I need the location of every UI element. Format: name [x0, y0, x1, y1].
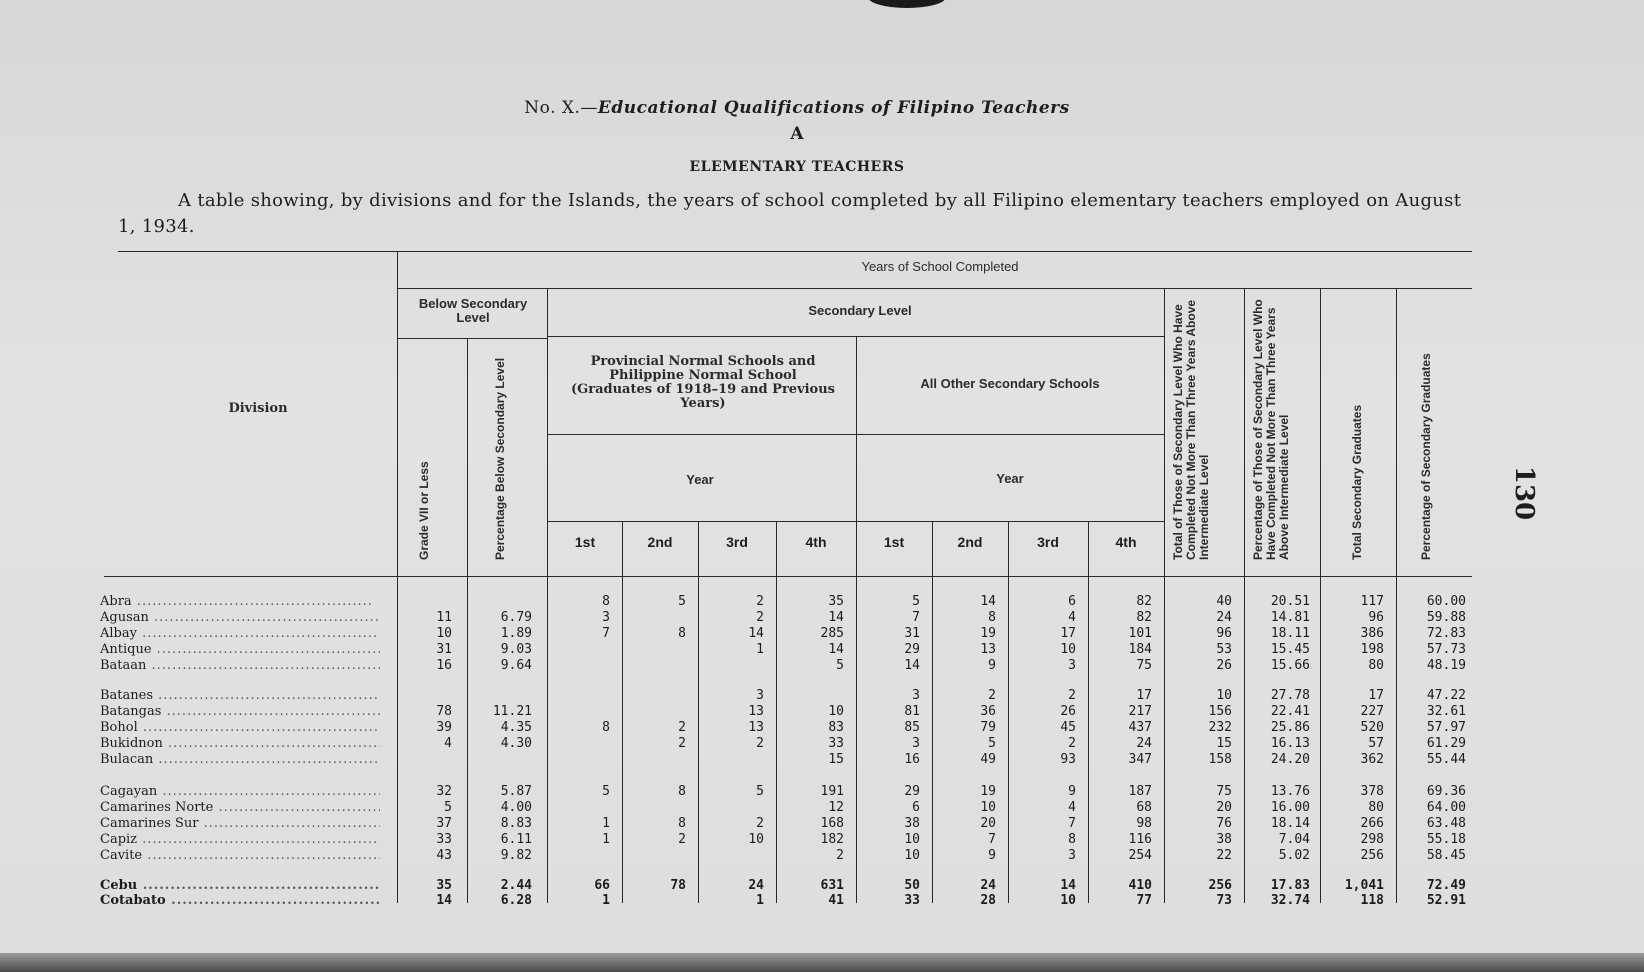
- cell-p4: 182: [820, 832, 844, 847]
- cell-o1: 16: [904, 752, 920, 767]
- cell-grad: 1,041: [1344, 878, 1384, 893]
- cell-p2: 2: [678, 832, 686, 847]
- cell-pctg: 52.91: [1426, 893, 1466, 908]
- cell-o3: 2: [1068, 736, 1076, 751]
- cell-grad: 198: [1360, 642, 1384, 657]
- cell-grad: 227: [1360, 704, 1384, 719]
- cell-pctg: 69.36: [1426, 784, 1466, 799]
- cell-p3: 13: [748, 720, 764, 735]
- cell-pctg: 59.88: [1426, 610, 1466, 625]
- division-header: Division: [228, 401, 288, 416]
- cell-p3: 2: [756, 736, 764, 751]
- cell-o4: 187: [1128, 784, 1152, 799]
- cell-o2: 28: [980, 893, 996, 908]
- table-row: [0, 848, 1644, 864]
- cell-g7: 33: [436, 832, 452, 847]
- cell-tot3: 73: [1216, 893, 1232, 908]
- cell-grad: 117: [1360, 594, 1384, 609]
- cell-p3: 14: [748, 626, 764, 641]
- cell-pctb: 9.64: [500, 658, 532, 673]
- cell-g7: 32: [436, 784, 452, 799]
- cell-o4: 184: [1128, 642, 1152, 657]
- cell-p1: 7: [602, 626, 610, 641]
- cell-g7: 16: [436, 658, 452, 673]
- col-p2-header: 2nd: [647, 534, 673, 550]
- cell-p1: 3: [602, 610, 610, 625]
- cell-grad: 256: [1360, 848, 1384, 863]
- total-graduates-header: Total Secondary Graduates: [1350, 404, 1364, 560]
- cell-o4: 347: [1128, 752, 1152, 767]
- cell-pct3: 15.66: [1270, 658, 1310, 673]
- grade-vii-header: Grade VII or Less: [417, 461, 431, 560]
- division-name: Cotabato .....: [100, 893, 380, 909]
- cell-o1: 31: [904, 626, 920, 641]
- cell-tot3: 256: [1208, 878, 1232, 893]
- division-name: Bulacan .....: [100, 752, 380, 768]
- col-p1-header: 1st: [574, 534, 596, 550]
- cell-p3: 2: [756, 594, 764, 609]
- cell-tot3: 20: [1216, 800, 1232, 815]
- cell-o4: 254: [1128, 848, 1152, 863]
- cell-o1: 50: [904, 878, 920, 893]
- cell-o2: 7: [988, 832, 996, 847]
- cell-g7: 10: [436, 626, 452, 641]
- cell-tot3: 232: [1208, 720, 1232, 735]
- cell-p1: 66: [594, 878, 610, 893]
- pct-graduates-header: Percentage of Secondary Graduates: [1419, 353, 1433, 560]
- cell-grad: 298: [1360, 832, 1384, 847]
- cell-g7: 35: [436, 878, 452, 893]
- cell-p1: 5: [602, 784, 610, 799]
- table-row: [0, 688, 1644, 704]
- cell-o2: 49: [980, 752, 996, 767]
- cell-o3: 4: [1068, 800, 1076, 815]
- table-row: [0, 720, 1644, 736]
- cell-p4: 5: [836, 658, 844, 673]
- col-p3-header: 3rd: [726, 534, 748, 550]
- division-name: Batanes .....: [100, 688, 380, 704]
- year-header-provincial: Year: [686, 472, 714, 487]
- table-row: [0, 594, 1644, 610]
- cell-o4: 82: [1136, 610, 1152, 625]
- cell-g7: 43: [436, 848, 452, 863]
- cell-o4: 24: [1136, 736, 1152, 751]
- intro-paragraph: A table showing, by divisions and for the Islands, the years of school completed by all Filipino elementary teachers employed on August 1, 1934.: [118, 190, 1462, 237]
- cell-o3: 93: [1060, 752, 1076, 767]
- cell-pctg: 72.49: [1426, 878, 1466, 893]
- division-name: Bohol .....: [100, 720, 380, 736]
- cell-pctg: 48.19: [1426, 658, 1466, 673]
- col-o4-header: 4th: [1115, 534, 1137, 550]
- table-row: [0, 832, 1644, 848]
- cell-o2: 19: [980, 784, 996, 799]
- cell-p3: 13: [748, 704, 764, 719]
- cell-pct3: 16.00: [1270, 800, 1310, 815]
- cell-tot3: 38: [1216, 832, 1232, 847]
- division-name: Bataan .....: [100, 658, 380, 674]
- cell-pct3: 7.04: [1278, 832, 1310, 847]
- cell-pctb: 6.28: [500, 893, 532, 908]
- cell-o3: 45: [1060, 720, 1076, 735]
- cell-o2: 13: [980, 642, 996, 657]
- cell-pctb: 2.44: [500, 878, 532, 893]
- cell-o1: 10: [904, 848, 920, 863]
- division-name: Cebu .....: [100, 878, 380, 894]
- year-header-other: Year: [996, 471, 1024, 486]
- division-name: Bukidnon .....: [100, 736, 380, 752]
- all-other-header: All Other Secondary Schools: [920, 376, 1100, 391]
- cell-pct3: 17.83: [1270, 878, 1310, 893]
- cell-tot3: 156: [1208, 704, 1232, 719]
- division-name: Capiz .....: [100, 832, 380, 848]
- col-p4-header: 4th: [805, 534, 827, 550]
- cell-p1: 1: [602, 832, 610, 847]
- cell-p4: 285: [820, 626, 844, 641]
- cell-g7: 14: [436, 893, 452, 908]
- cell-p4: 35: [828, 594, 844, 609]
- cell-pctg: 47.22: [1426, 688, 1466, 703]
- cell-tot3: 40: [1216, 594, 1232, 609]
- cell-grad: 80: [1368, 658, 1384, 673]
- cell-o3: 10: [1060, 642, 1076, 657]
- cell-p4: 41: [828, 893, 844, 908]
- cell-pct3: 13.76: [1270, 784, 1310, 799]
- cell-p4: 10: [828, 704, 844, 719]
- table-row: [0, 704, 1644, 720]
- cell-p1: 8: [602, 594, 610, 609]
- cell-p2: 8: [678, 816, 686, 831]
- cell-o3: 26: [1060, 704, 1076, 719]
- header-bottom-rule: [104, 576, 1472, 577]
- cell-o4: 82: [1136, 594, 1152, 609]
- table-row: [0, 626, 1644, 642]
- cell-o2: 9: [988, 658, 996, 673]
- cell-p4: 83: [828, 720, 844, 735]
- cell-o1: 10: [904, 832, 920, 847]
- cell-g7: 31: [436, 642, 452, 657]
- cell-pctg: 72.83: [1426, 626, 1466, 641]
- cell-p4: 2: [836, 848, 844, 863]
- division-name: Albay .....: [100, 626, 380, 642]
- table-row: [0, 816, 1644, 832]
- cell-p2: 8: [678, 784, 686, 799]
- cell-o4: 77: [1136, 893, 1152, 908]
- cell-o4: 68: [1136, 800, 1152, 815]
- table-row: [0, 610, 1644, 626]
- cell-g7: 11: [436, 610, 452, 625]
- provincial-normal-header: Provincial Normal Schools and Philippine Normal School (Graduates of 1918–19 and Previous Years): [570, 354, 836, 411]
- table-row: [0, 800, 1644, 816]
- cell-tot3: 26: [1216, 658, 1232, 673]
- cell-g7: 39: [436, 720, 452, 735]
- cell-pct3: 32.74: [1270, 893, 1310, 908]
- cell-p2: 78: [670, 878, 686, 893]
- cell-o1: 38: [904, 816, 920, 831]
- pct-below-header: Percentage Below Secondary Level: [493, 357, 507, 560]
- division-name: Abra .....: [100, 594, 380, 610]
- cell-o3: 4: [1068, 610, 1076, 625]
- cell-o3: 9: [1068, 784, 1076, 799]
- cell-o1: 5: [912, 594, 920, 609]
- cell-grad: 520: [1360, 720, 1384, 735]
- col-o1-header: 1st: [883, 534, 905, 550]
- col-o3-header: 3rd: [1037, 534, 1059, 550]
- page-edge: [0, 953, 1644, 972]
- cell-pct3: 15.45: [1270, 642, 1310, 657]
- cell-p2: 2: [678, 720, 686, 735]
- division-name: Cagayan .....: [100, 784, 380, 800]
- table-row: [0, 736, 1644, 752]
- cell-o1: 14: [904, 658, 920, 673]
- cell-pct3: 18.14: [1270, 816, 1310, 831]
- cell-grad: 266: [1360, 816, 1384, 831]
- cell-p2: 8: [678, 626, 686, 641]
- cell-o4: 437: [1128, 720, 1152, 735]
- pct-three-years-header: Percentage of Those of Secondary Level Who Have Completed Not More Than Three Years Above Intermediate Level: [1251, 299, 1291, 560]
- cell-o1: 3: [912, 736, 920, 751]
- cell-o3: 17: [1060, 626, 1076, 641]
- table-row: [0, 784, 1644, 800]
- page-number: 130: [1509, 465, 1540, 521]
- cell-o3: 10: [1060, 893, 1076, 908]
- cell-pctg: 57.73: [1426, 642, 1466, 657]
- cell-o2: 20: [980, 816, 996, 831]
- cell-o2: 79: [980, 720, 996, 735]
- cell-pct3: 20.51: [1270, 594, 1310, 609]
- table-row: [0, 752, 1644, 768]
- cell-o4: 101: [1128, 626, 1152, 641]
- cell-p4: 168: [820, 816, 844, 831]
- cell-pctg: 64.00: [1426, 800, 1466, 815]
- cell-o2: 19: [980, 626, 996, 641]
- cell-pctg: 63.48: [1426, 816, 1466, 831]
- cell-pct3: 18.11: [1270, 626, 1310, 641]
- cell-p3: 3: [756, 688, 764, 703]
- cell-p4: 14: [828, 610, 844, 625]
- cell-tot3: 76: [1216, 816, 1232, 831]
- cell-p4: 14: [828, 642, 844, 657]
- cell-grad: 96: [1368, 610, 1384, 625]
- cell-p3: 10: [748, 832, 764, 847]
- ink-blot: [868, 0, 946, 8]
- cell-pctg: 55.44: [1426, 752, 1466, 767]
- cell-pctb: 6.79: [500, 610, 532, 625]
- cell-o1: 7: [912, 610, 920, 625]
- cell-pctb: 4.35: [500, 720, 532, 735]
- cell-pctb: 4.30: [500, 736, 532, 751]
- cell-tot3: 53: [1216, 642, 1232, 657]
- cell-o1: 33: [904, 893, 920, 908]
- cell-o3: 3: [1068, 848, 1076, 863]
- cell-pctg: 58.45: [1426, 848, 1466, 863]
- cell-grad: 386: [1360, 626, 1384, 641]
- cell-o4: 410: [1128, 878, 1152, 893]
- division-name: Antique .....: [100, 642, 380, 658]
- cell-pctb: 1.89: [500, 626, 532, 641]
- cell-o2: 36: [980, 704, 996, 719]
- cell-pctg: 32.61: [1426, 704, 1466, 719]
- title-italic: Educational Qualifications of Filipino Teachers: [597, 98, 1070, 118]
- cell-tot3: 15: [1216, 736, 1232, 751]
- cell-o4: 98: [1136, 816, 1152, 831]
- table-row: [0, 642, 1644, 658]
- cell-p1: 1: [602, 893, 610, 908]
- cell-p3: 2: [756, 816, 764, 831]
- cell-tot3: 22: [1216, 848, 1232, 863]
- cell-o3: 3: [1068, 658, 1076, 673]
- years-completed-header: Years of School Completed: [861, 259, 1019, 274]
- cell-o1: 29: [904, 784, 920, 799]
- col-o2-header: 2nd: [957, 534, 983, 550]
- cell-pct3: 24.20: [1270, 752, 1310, 767]
- cell-p4: 33: [828, 736, 844, 751]
- cell-pct3: 25.86: [1270, 720, 1310, 735]
- secondary-level-header: Secondary Level: [808, 303, 912, 318]
- cell-pctb: 8.83: [500, 816, 532, 831]
- cell-tot3: 10: [1216, 688, 1232, 703]
- top-rule: [118, 251, 1472, 252]
- cell-p2: 2: [678, 736, 686, 751]
- division-name: Cavite .....: [100, 848, 380, 864]
- cell-pctb: 4.00: [500, 800, 532, 815]
- cell-p2: 5: [678, 594, 686, 609]
- cell-o4: 217: [1128, 704, 1152, 719]
- cell-p3: 1: [756, 642, 764, 657]
- cell-pctg: 55.18: [1426, 832, 1466, 847]
- cell-grad: 57: [1368, 736, 1384, 751]
- cell-tot3: 96: [1216, 626, 1232, 641]
- cell-p3: 1: [756, 893, 764, 908]
- cell-o3: 6: [1068, 594, 1076, 609]
- cell-o2: 5: [988, 736, 996, 751]
- cell-pctg: 61.29: [1426, 736, 1466, 751]
- table-title: [300, 98, 1294, 118]
- cell-grad: 362: [1360, 752, 1384, 767]
- cell-o1: 81: [904, 704, 920, 719]
- division-name: Camarines Sur .....: [100, 816, 380, 832]
- cell-o4: 17: [1136, 688, 1152, 703]
- cell-o2: 8: [988, 610, 996, 625]
- cell-o1: 3: [912, 688, 920, 703]
- cell-o2: 24: [980, 878, 996, 893]
- cell-o2: 14: [980, 594, 996, 609]
- cell-p1: 8: [602, 720, 610, 735]
- table-row: [0, 878, 1644, 894]
- total-three-years-header: Total of Those of Secondary Level Who Have Completed Not More Than Three Years Above Intermediate Level: [1171, 299, 1211, 560]
- cell-o2: 10: [980, 800, 996, 815]
- cell-grad: 17: [1368, 688, 1384, 703]
- cell-g7: 37: [436, 816, 452, 831]
- cell-pct3: 22.41: [1270, 704, 1310, 719]
- division-name: Batangas .....: [100, 704, 380, 720]
- section-letter: A: [790, 124, 804, 144]
- division-name: Agusan .....: [100, 610, 380, 626]
- cell-o3: 8: [1068, 832, 1076, 847]
- cell-p4: 15: [828, 752, 844, 767]
- division-name: Camarines Norte .....: [100, 800, 380, 816]
- cell-p4: 12: [828, 800, 844, 815]
- cell-g7: 5: [444, 800, 452, 815]
- cell-p3: 24: [748, 878, 764, 893]
- cell-g7: 78: [436, 704, 452, 719]
- cell-pctb: 11.21: [492, 704, 532, 719]
- cell-pctb: 5.87: [500, 784, 532, 799]
- cell-pct3: 5.02: [1278, 848, 1310, 863]
- cell-grad: 118: [1360, 893, 1384, 908]
- cell-o4: 75: [1136, 658, 1152, 673]
- cell-p4: 631: [820, 878, 844, 893]
- cell-p1: 1: [602, 816, 610, 831]
- cell-pctb: 9.03: [500, 642, 532, 657]
- cell-g7: 4: [444, 736, 452, 751]
- cell-o1: 6: [912, 800, 920, 815]
- cell-pctg: 57.97: [1426, 720, 1466, 735]
- cell-pct3: 27.78: [1270, 688, 1310, 703]
- cell-pctb: 6.11: [500, 832, 532, 847]
- cell-pctg: 60.00: [1426, 594, 1466, 609]
- cell-o2: 9: [988, 848, 996, 863]
- cell-grad: 80: [1368, 800, 1384, 815]
- table-row: [0, 658, 1644, 674]
- cell-tot3: 24: [1216, 610, 1232, 625]
- cell-pct3: 16.13: [1270, 736, 1310, 751]
- cell-p3: 5: [756, 784, 764, 799]
- cell-grad: 378: [1360, 784, 1384, 799]
- table-row: [0, 893, 1644, 909]
- below-rule: [398, 338, 548, 339]
- cell-pctb: 9.82: [500, 848, 532, 863]
- cell-o2: 2: [988, 688, 996, 703]
- subtitle: ELEMENTARY TEACHERS: [689, 159, 905, 175]
- cell-tot3: 75: [1216, 784, 1232, 799]
- cell-p4: 191: [820, 784, 844, 799]
- title-prefix: No. X.—: [524, 98, 598, 118]
- cell-tot3: 158: [1208, 752, 1232, 767]
- cell-o3: 7: [1068, 816, 1076, 831]
- cell-o3: 2: [1068, 688, 1076, 703]
- cell-pct3: 14.81: [1270, 610, 1310, 625]
- years-rule: [398, 288, 1472, 289]
- cell-o4: 116: [1128, 832, 1152, 847]
- cell-o3: 14: [1060, 878, 1076, 893]
- cell-o1: 85: [904, 720, 920, 735]
- cell-o1: 29: [904, 642, 920, 657]
- below-secondary-header: Below Secondary Level: [418, 296, 528, 325]
- cell-p3: 2: [756, 610, 764, 625]
